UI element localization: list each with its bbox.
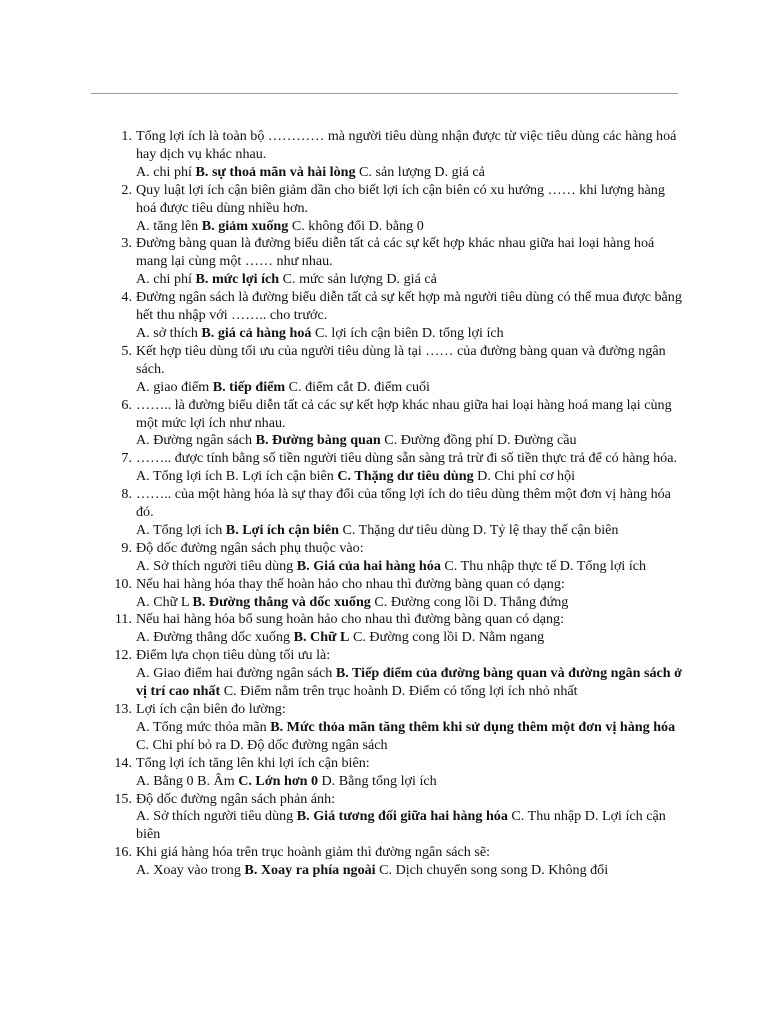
correct-answer: B. Chữ L <box>293 629 350 646</box>
answer-option-text: C. Đường cong lồi D. Thẳng đứng <box>370 593 569 610</box>
question-number: 11. <box>114 611 132 628</box>
header-rule <box>91 93 678 94</box>
question-item <box>121 289 682 343</box>
correct-answer: B. Giá tương đối giữa hai hàng hóa <box>296 808 508 825</box>
answer-option-text: C. lợi ích cận biên D. tổng lợi ích <box>311 324 504 341</box>
answer-options <box>136 271 682 289</box>
answer-option-text: C. sản lượng D. giá cả <box>355 163 485 180</box>
question-item <box>121 128 682 182</box>
answer-option-text: A. Tổng mức thỏa mãn <box>136 718 271 735</box>
answer-option-text: A. Tổng lợi ích <box>136 521 226 538</box>
answer-options <box>136 808 682 844</box>
correct-answer: B. Xoay ra phía ngoài <box>244 862 376 879</box>
correct-answer: C. Thặng dư tiêu dùng <box>337 468 474 485</box>
answer-option-text: C. Chi phí bỏ ra D. Độ dốc đường ngân sách <box>136 736 388 753</box>
answer-option-text: A. giao điểm <box>136 378 213 395</box>
question-text: Độ dốc đường ngân sách phụ thuộc vào: <box>136 539 364 556</box>
question-item <box>121 181 682 236</box>
question-item <box>114 575 682 612</box>
answer-option-text: C. điểm cắt D. điểm cuối <box>285 378 430 395</box>
answer-option-text: C. Thu nhập D. Lợi ích cận biên <box>136 808 666 843</box>
correct-answer: B. sự thoả mãn và hài lòng <box>195 163 356 180</box>
question-text: Tổng lợi ích tăng lên khi lợi ích cận biên: <box>136 754 370 771</box>
question-text: Lợi ích cận biên đo lường: <box>136 701 286 717</box>
answer-options <box>136 719 682 755</box>
question-text: Đường bàng quan là đường biểu diễn tất cả các sự kết hợp khác nhau giữa hai loại hàng hoá mang lại cùng một …… như nhau. <box>136 235 655 270</box>
question-item <box>121 486 682 540</box>
answer-option-text: A. Tổng lợi ích B. Lợi ích cận biên <box>136 468 338 485</box>
answer-option-text: A. chi phí <box>136 271 196 288</box>
answer-option-text: C. Đường cong lồi D. Nằm ngang <box>349 629 545 646</box>
correct-answer: B. Tiếp điểm của đường bàng quan và đường ngân sách ở vị trí cao nhất <box>136 665 682 700</box>
question-number: 8. <box>121 486 132 503</box>
answer-option-text: A. Bằng 0 B. Âm <box>136 772 239 789</box>
question-item <box>121 539 682 576</box>
question-item <box>121 235 682 289</box>
question-number: 2. <box>121 181 132 198</box>
answer-option-text: C. không đổi D. bằng 0 <box>288 217 424 234</box>
question-text: Kết hợp tiêu dùng tối ưu của người tiêu dùng là tại …… của đường bàng quan và đường ngân sách. <box>136 342 666 377</box>
answer-option-text: A. tăng lên <box>136 217 202 234</box>
answer-options <box>136 773 682 791</box>
question-number: 12. <box>114 647 132 664</box>
correct-answer: B. giá cả hàng hoá <box>201 324 312 341</box>
question-text: …….. là đường biểu diễn tất cả các sự kết hợp khác nhau giữa hai loại hàng hoá mang lại cùng một mức lợi ích như nhau. <box>136 396 672 431</box>
question-text: …….. được tính bằng số tiền người tiêu dùng sẵn sàng trả trừ đi số tiền thực trả để có hàng hóa. <box>136 450 677 467</box>
correct-answer: B. Giá của hai hàng hóa <box>296 557 441 574</box>
correct-answer: B. mức lợi ích <box>195 271 280 288</box>
answer-options <box>136 325 682 343</box>
answer-options <box>136 594 682 612</box>
answer-option-text: A. Đường thẳng dốc xuống <box>136 629 294 646</box>
answer-options <box>136 862 682 880</box>
question-number: 10. <box>114 575 132 592</box>
question-item <box>121 396 682 451</box>
question-number: 1. <box>121 128 132 144</box>
correct-answer: B. Mức thỏa mãn tăng thêm khi sử dụng thêm một đơn vị hàng hóa <box>270 718 676 735</box>
question-item <box>114 844 682 880</box>
question-number: 14. <box>114 754 132 771</box>
question-text: Nếu hai hàng hóa bổ sung hoàn hảo cho nhau thì đường bàng quan có dạng: <box>136 611 565 628</box>
answer-options <box>136 432 682 450</box>
answer-option-text: A. Chữ L <box>136 593 193 610</box>
question-text: Độ dốc đường ngân sách phản ánh: <box>136 790 336 807</box>
question-number: 15. <box>114 790 132 807</box>
answer-options <box>136 164 682 182</box>
answer-option-text: A. Sở thích người tiêu dùng <box>136 557 297 574</box>
question-text: Tổng lợi ích là toàn bộ ………… mà người tiêu dùng nhận được từ việc tiêu dùng các hàng hoá hay dịch vụ khác nhau. <box>136 128 677 162</box>
question-item <box>121 450 682 486</box>
question-text: Nếu hai hàng hóa thay thế hoàn hảo cho nhau thì đường bàng quan có dạng: <box>136 575 565 592</box>
question-item <box>114 790 682 845</box>
question-item <box>114 647 682 701</box>
question-number: 13. <box>114 701 132 717</box>
answer-option-text: C. Điểm nằm trên trục hoành D. Điểm có tổng lợi ích nhỏ nhất <box>220 683 578 700</box>
question-item <box>114 611 682 647</box>
correct-answer: B. tiếp điểm <box>212 378 286 395</box>
answer-option-text: C. Thu nhập thực tế D. Tổng lợi ích <box>440 557 647 574</box>
answer-options <box>136 379 682 397</box>
answer-options <box>136 665 682 701</box>
answer-option-text: A. Đường ngân sách <box>136 432 256 449</box>
answer-option-text: C. Đường đồng phí D. Đường cầu <box>380 432 577 449</box>
answer-option-text: A. Giao điểm hai đường ngân sách <box>136 665 336 682</box>
question-list <box>114 128 682 880</box>
correct-answer: C. Lớn hơn 0 <box>238 772 319 789</box>
correct-answer: B. giảm xuống <box>201 217 289 234</box>
answer-options <box>136 558 682 576</box>
answer-options <box>136 468 682 486</box>
question-text: Điểm lựa chọn tiêu dùng tối ưu là: <box>136 647 331 664</box>
question-number: 7. <box>121 450 132 467</box>
answer-option-text: D. Chi phí cơ hội <box>473 468 576 485</box>
answer-option-text: D. Bằng tổng lợi ích <box>318 772 437 789</box>
answer-options <box>136 629 682 647</box>
answer-option-text: C. mức sản lượng D. giá cả <box>279 271 437 288</box>
question-text: Khi giá hàng hóa trên trục hoành giảm thì đường ngân sách sẽ: <box>136 844 491 861</box>
answer-options <box>136 218 682 236</box>
question-item <box>114 701 682 755</box>
question-number: 6. <box>121 396 132 413</box>
question-text: …….. của một hàng hóa là sự thay đổi của tổng lợi ích do tiêu dùng thêm một đơn vị hàng hóa đó. <box>136 486 671 521</box>
question-number: 4. <box>121 289 132 306</box>
answer-options <box>136 522 682 540</box>
answer-option-text: A. Sở thích người tiêu dùng <box>136 808 297 825</box>
answer-option-text: C. Thặng dư tiêu dùng D. Tỷ lệ thay thế cận biên <box>338 521 619 538</box>
question-text: Đường ngân sách là đường biểu diễn tất cả sự kết hợp mà người tiêu dùng có thể mua được bằng hết thu nhập với …….. cho trước. <box>136 289 682 324</box>
answer-option-text: C. Dịch chuyển song song D. Không đổi <box>375 862 609 879</box>
question-number: 3. <box>121 235 132 252</box>
question-text: Quy luật lợi ích cận biên giảm dần cho biết lợi ích cận biên có xu hướng …… khi lượng hàng hoá được tiêu dùng nhiều hơn. <box>136 181 665 216</box>
answer-option-text: A. sở thích <box>136 324 202 341</box>
question-item <box>121 342 682 397</box>
question-number: 5. <box>121 342 132 359</box>
question-number: 16. <box>114 844 132 861</box>
question-number: 9. <box>121 539 132 556</box>
correct-answer: B. Lợi ích cận biên <box>225 521 339 538</box>
question-item <box>114 754 682 791</box>
answer-option-text: A. chi phí <box>136 163 196 180</box>
correct-answer: B. Đường bàng quan <box>255 432 381 449</box>
answer-option-text: A. Xoay vào trong <box>136 862 245 879</box>
correct-answer: B. Đường thẳng và dốc xuống <box>192 593 371 610</box>
